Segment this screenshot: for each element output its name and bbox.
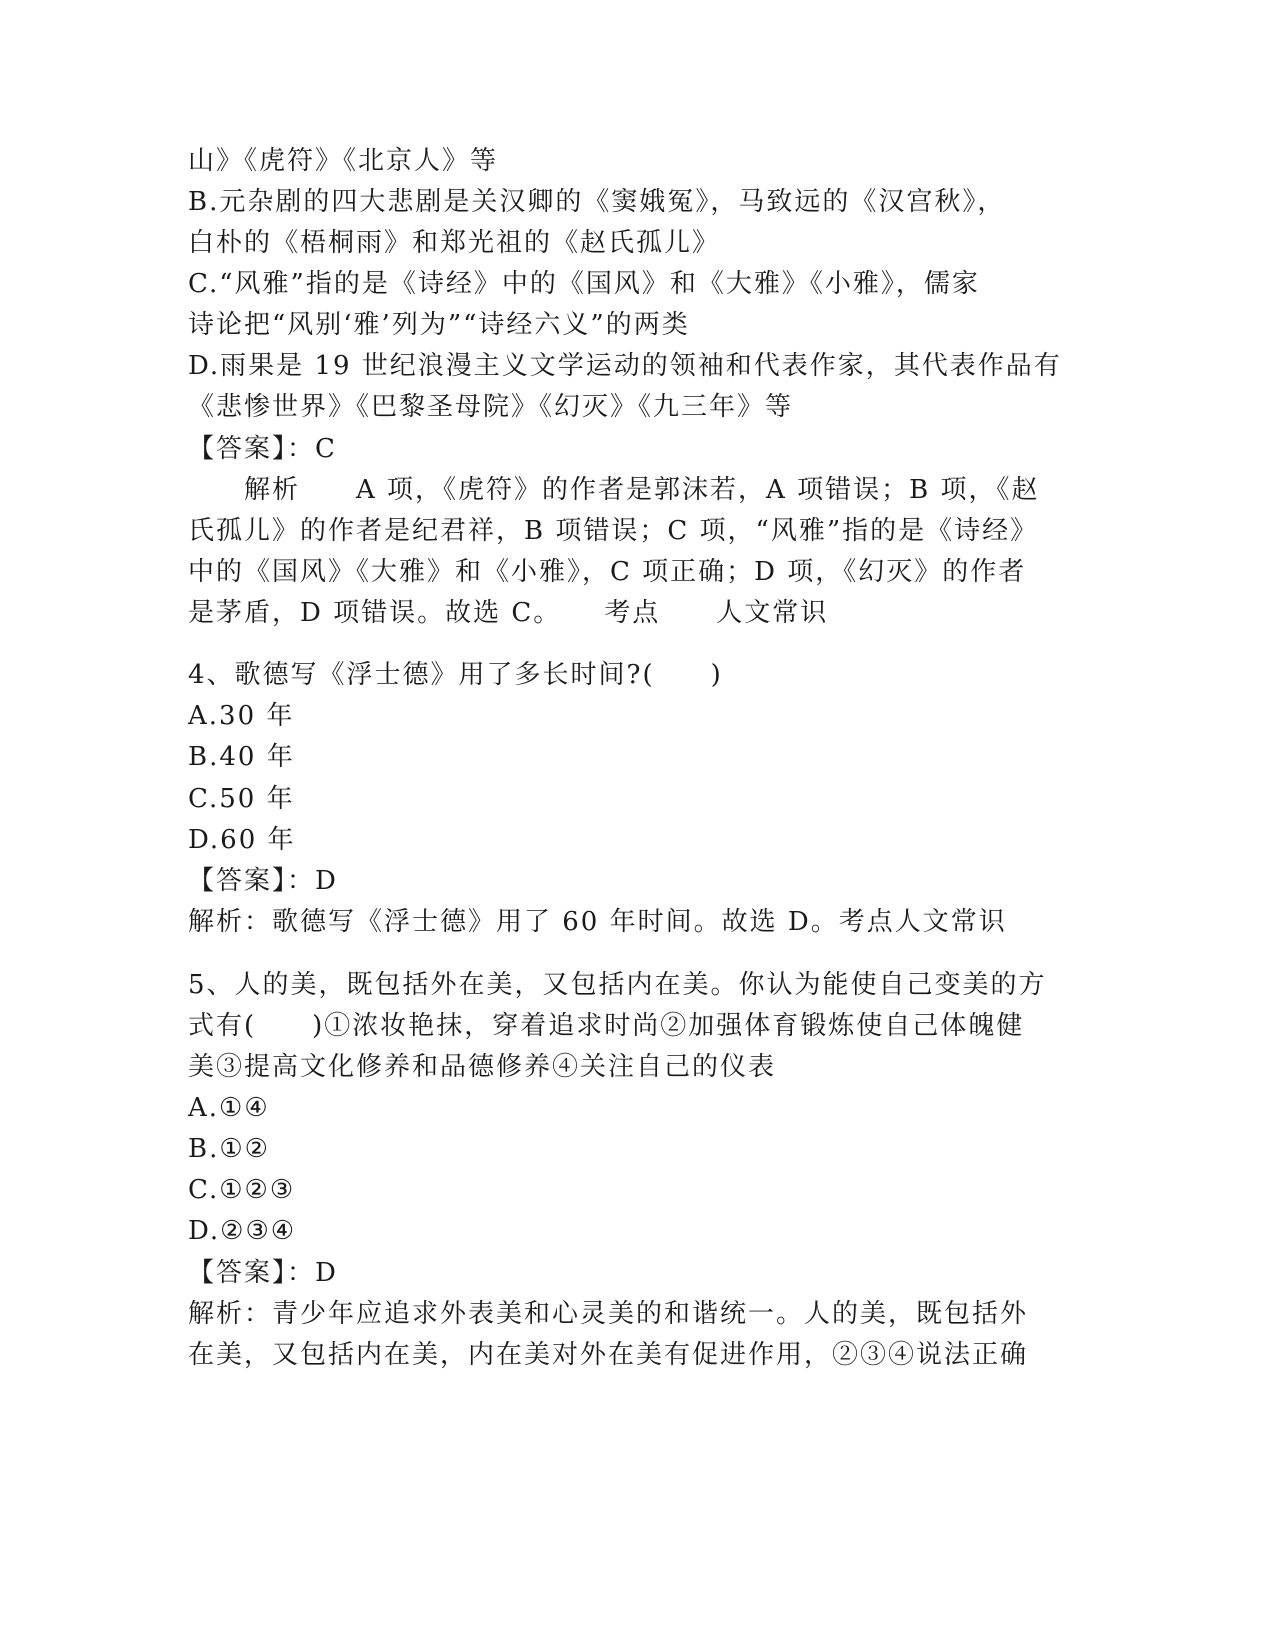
q3-option-d-line2: 《悲惨世界》《巴黎圣母院》《幻灭》《九三年》等 — [188, 392, 794, 422]
q5-stem-line2: 式有( )①浓妆艳抹，穿着追求时尚②加强体育锻炼使自己体魄健 — [188, 1011, 1025, 1041]
q5-option-d: D.②③④ — [188, 1216, 297, 1246]
q5-option-a: A.①④ — [188, 1093, 270, 1123]
q3-analysis-line2: 氏孤儿》的作者是纪君祥，B 项错误；C 项，“风雅”指的是《诗经》 — [188, 516, 1039, 546]
q4-option-b: B.40 年 — [188, 742, 295, 772]
q5-analysis-line2: 在美，又包括内在美，内在美对外在美有促进作用，②③④说法正确 — [188, 1340, 1029, 1370]
q4-answer: 【答案】：D — [188, 866, 338, 896]
q4-option-a: A.30 年 — [188, 701, 295, 731]
q5-option-c: C.①②③ — [188, 1175, 296, 1205]
q4-analysis: 解析：歌德写《浮士德》用了 60 年时间。故选 D。考点人文常识 — [188, 907, 1007, 937]
q5-analysis-line1: 解析：青少年应追求外表美和心灵美的和谐统一。人的美，既包括外 — [188, 1299, 1029, 1329]
q4-stem: 4、歌德写《浮士德》用了多长时间?( ) — [188, 660, 723, 690]
q3-option-c-line2: 诗论把“风别‘雅’列为”“诗经六义”的两类 — [188, 310, 690, 340]
q5-option-b: B.①② — [188, 1134, 270, 1164]
q3-analysis-line3: 中的《国风》《大雅》和《小雅》，C 项正确；D 项，《幻灭》的作者 — [188, 557, 1027, 587]
q4-option-d: D.60 年 — [188, 825, 296, 855]
q3-analysis-line1: 解析 A 项，《虎符》的作者是郭沫若，A 项错误；B 项，《赵 — [188, 475, 1040, 505]
q5-stem-line3: 美③提高文化修养和品德修养④关注自己的仪表 — [188, 1052, 777, 1082]
q3-option-a-tail: 山》《虎符》《北京人》等 — [188, 146, 499, 176]
q3-analysis-line4: 是茅盾，D 项错误。故选 C。 考点 人文常识 — [188, 598, 829, 628]
q3-option-d-line1: D.雨果是 19 世纪浪漫主义文学运动的领袖和代表作家，其代表作品有 — [188, 351, 1062, 381]
q5-stem-line1: 5、人的美，既包括外在美，又包括内在美。你认为能使自己变美的方 — [188, 970, 1047, 1000]
q4-option-c: C.50 年 — [188, 784, 295, 814]
q5-answer: 【答案】：D — [188, 1258, 338, 1288]
q3-option-c-line1: C.“风雅”指的是《诗经》中的《国风》和《大雅》《小雅》，儒家 — [188, 269, 980, 299]
q3-answer: 【答案】：C — [188, 434, 337, 464]
q3-option-b-line2: 白朴的《梧桐雨》和郑光祖的《赵氏孤儿》 — [188, 228, 721, 258]
q3-option-b-line1: B.元杂剧的四大悲剧是关汉卿的《窦娥冤》，马致远的《汉宫秋》， — [188, 187, 1006, 217]
